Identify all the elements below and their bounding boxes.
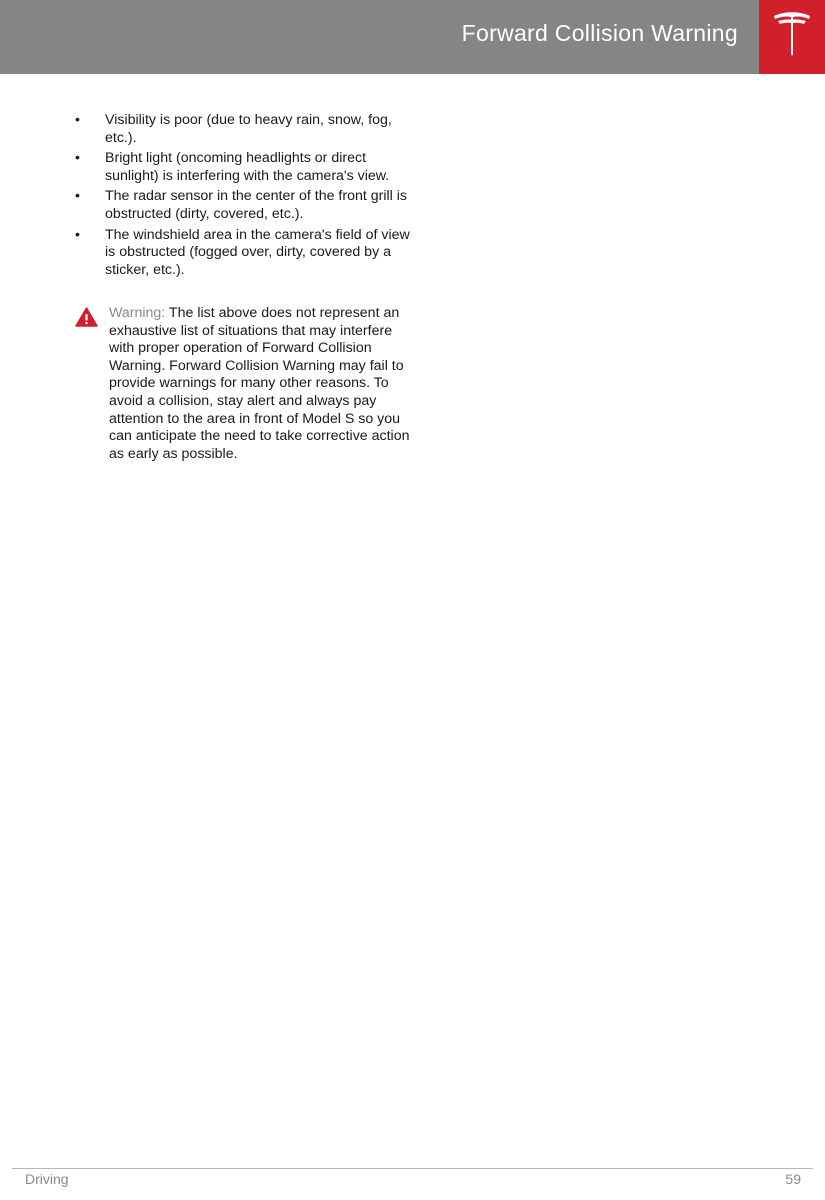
footer-divider: [12, 1168, 813, 1169]
footer-section-name: Driving: [25, 1171, 69, 1187]
list-item: [75, 150, 420, 185]
list-item: [75, 188, 420, 223]
warning-label: Warning:: [109, 305, 166, 321]
warning-triangle-icon: [75, 307, 98, 327]
list-item-text: Visibility is poor (due to heavy rain, snow, fog, etc.).: [105, 112, 392, 146]
header-bar: [0, 0, 825, 74]
list-item-text: Bright light (oncoming headlights or direct sunlight) is interfering with the camera's view.: [105, 150, 390, 184]
list-item: [75, 112, 420, 147]
warning-body: The list above does not represent an exhaustive list of situations that may interfere with proper operation of Forward Collision Warning. Forward Collision Warning may fail to provide warnings for many other reasons. To avoid a collision, stay alert and always pay attention to the area in front of Model S so you can anticipate the need to take corrective action as early as possible.: [109, 305, 410, 462]
bullet-marker: •: [75, 188, 80, 205]
page-number: 59: [785, 1171, 801, 1187]
condition-list: [75, 112, 420, 282]
page-title: Forward Collision Warning: [461, 20, 738, 46]
bullet-marker: •: [75, 226, 80, 243]
warning-callout: [75, 305, 420, 463]
warning-text: [109, 305, 420, 463]
brand-logo: [759, 0, 825, 74]
list-item: [75, 227, 420, 280]
tesla-logo-icon: [772, 12, 812, 56]
bullet-marker: •: [75, 112, 80, 128]
list-item-text: The radar sensor in the center of the front grill is obstructed (dirty, covered, etc.).: [105, 188, 408, 222]
bullet-marker: •: [75, 150, 80, 167]
list-item-text: The windshield area in the camera's field of view is obstructed (fogged over, dirty, covered by a sticker, etc.).: [105, 226, 410, 278]
